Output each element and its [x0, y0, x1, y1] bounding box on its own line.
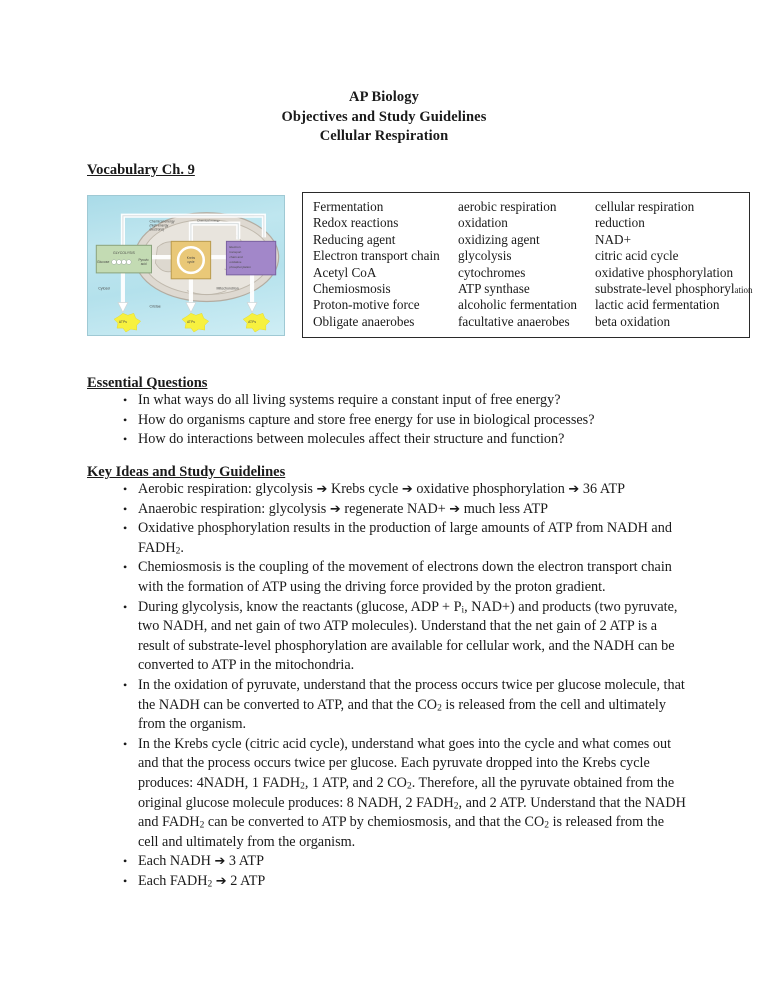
atp-burst — [182, 313, 209, 332]
glycolysis-box — [96, 245, 151, 273]
vocabulary-term: citric acid cycle — [595, 248, 679, 264]
atp-burst — [243, 313, 270, 332]
essential-questions-list — [87, 391, 687, 450]
key-idea-item-each-fadh2: • Each $FADH_2$ ➔ 2 ATP — [87, 872, 687, 892]
key-idea-item-pyruvate-oxidation: • In the oxidation of pyruvate, understand that the process occurs twice per glucose molecule, that the NADH can be converted to ATP, and that the $CO_2$ is released from the cell and ultimately from the organism. — [87, 676, 687, 735]
svg-text:Electron: Electron — [229, 245, 241, 250]
key-idea-item-anaerobic: • Anaerobic respiration: glycolysis ➔ regenerate NAD+ ➔ much less ATP — [87, 500, 687, 520]
vocabulary-term: Fermentation — [313, 199, 384, 214]
vocabulary-term: beta oxidation — [595, 313, 671, 329]
svg-text:oxidative: oxidative — [229, 260, 242, 265]
right-arrow-icon: ➔ — [568, 482, 580, 497]
svg-text:Chemical energy: Chemical energy — [196, 218, 220, 223]
right-arrow-icon: ➔ — [449, 501, 461, 517]
right-arrow-icon: ➔ — [316, 482, 328, 497]
vocabulary-table-body — [313, 199, 753, 330]
key-idea-item-oxidative-phosphorylation: • Oxidative phosphorylation results in the production of large amounts of ATP from NADH and $FADH_2$. — [87, 519, 687, 558]
vocabulary-term: oxidizing agent — [458, 231, 540, 247]
subscript: 2 — [199, 820, 205, 831]
title-line-3: Cellular Respiration — [319, 128, 449, 144]
subscript: 2 — [175, 546, 181, 557]
right-arrow-icon: ➔ — [214, 854, 226, 870]
vocabulary-term: alcoholic fermentation — [458, 297, 578, 313]
essential-question-item: • How do interactions between molecules affect their structure and function? — [87, 430, 687, 450]
subscript: 2 — [207, 879, 213, 890]
svg-text:(high-energy: (high-energy — [149, 223, 169, 228]
svg-text:Chemical energy: Chemical energy — [149, 219, 175, 224]
title-line-1: AP Biology — [349, 89, 419, 105]
right-arrow-icon: ➔ — [215, 873, 227, 889]
vocabulary-term: Reducing agent — [313, 231, 396, 247]
svg-text:Cristae: Cristae — [149, 304, 161, 309]
right-arrow-icon: ➔ — [401, 482, 413, 497]
vocabulary-row — [313, 265, 747, 281]
vocabulary-row — [313, 199, 747, 215]
vocabulary-term: cellular respiration — [595, 199, 695, 214]
key-ideas-heading: Key Ideas and Study Guidelines — [87, 464, 286, 480]
svg-text:cycle: cycle — [187, 260, 195, 265]
subscript: 2 — [544, 820, 550, 831]
svg-text:acid: acid — [140, 262, 147, 267]
vocabulary-row — [313, 248, 747, 264]
vocabulary-term: Obligate anaerobes — [313, 313, 415, 329]
vocabulary-term: Redox reactions — [313, 215, 399, 231]
svg-text:phosphorylation: phosphorylation — [229, 264, 251, 269]
key-idea-item-aerobic: • Aerobic respiration: glycolysis ➔ Krebs cycle ➔ oxidative phosphorylation ➔ 36 ATP — [87, 480, 687, 500]
vocabulary-term: reduction — [595, 215, 645, 231]
svg-text:ATPs: ATPs — [248, 320, 257, 325]
svg-text:chain and: chain and — [229, 255, 243, 260]
vocabulary-term: oxidative phosphorylation — [595, 264, 734, 280]
essential-question-item: • In what ways do all living systems require a constant input of free energy? — [87, 391, 687, 411]
vocabulary-term-overflow: ation — [734, 284, 753, 295]
essential-questions-heading: Essential Questions — [87, 375, 208, 391]
svg-text:electrons): electrons) — [149, 227, 165, 232]
svg-text:Cytosol: Cytosol — [98, 286, 111, 291]
vocabulary-row — [313, 232, 747, 248]
document-title — [0, 88, 768, 147]
vocabulary-term: oxidation — [458, 215, 508, 231]
vocabulary-term: glycolysis — [458, 248, 512, 264]
key-idea-item-chemiosmosis: • Chemiosmosis is the coupling of the movement of electrons down the electron transport chain with the formation of ATP using the driving force provided by the proton gradient. — [87, 558, 687, 597]
vocabulary-term: aerobic respiration — [458, 199, 557, 214]
key-ideas-list — [87, 480, 687, 891]
vocabulary-row — [313, 314, 747, 330]
subscript: 2 — [406, 781, 412, 792]
vocabulary-term: Chemiosmosis — [313, 280, 391, 296]
svg-text:Krebs: Krebs — [186, 256, 196, 261]
svg-text:Mitochondrion: Mitochondrion — [216, 286, 239, 291]
vocabulary-heading: Vocabulary Ch. 9 — [87, 162, 195, 178]
svg-text:GLYCOLYSIS: GLYCOLYSIS — [112, 251, 135, 256]
electron-transport-chain-box — [226, 241, 275, 275]
subscript: 2 — [453, 801, 459, 812]
svg-text:ATPs: ATPs — [118, 320, 127, 325]
atp-yield-bursts — [114, 313, 270, 332]
vocabulary-term: Electron transport chain — [313, 248, 440, 264]
vocabulary-term: NAD+ — [595, 231, 632, 247]
svg-text:Pyruvic: Pyruvic — [138, 258, 149, 263]
flow-arrowheads — [118, 302, 257, 312]
vocabulary-term: cytochromes — [458, 264, 526, 280]
svg-text:transport: transport — [229, 250, 242, 255]
vocabulary-row — [313, 280, 753, 297]
cellular-respiration-diagram — [87, 195, 285, 336]
key-idea-item-each-nadh: • Each NADH ➔ 3 ATP — [87, 852, 687, 872]
key-idea-item-glycolysis: • During glycolysis, know the reactants (glucose, ADP + $P_i$, NAD+) and products (two pyruvate, two NADH, and net gain of two ATP molecules). Understand that the net gain of 2 ATP is a result of substrate-level phosphorylation are available for cellular work, and the NADH can be converted to ATP in the mitochondria. — [87, 598, 687, 676]
vocabulary-term: ATP synthase — [458, 280, 530, 296]
essential-question-item: • How do organisms capture and store free energy for use in biological processes? — [87, 411, 687, 431]
vocabulary-term: substrate-level phosphorylation — [595, 280, 753, 296]
svg-text:ATPs: ATPs — [186, 320, 195, 325]
vocabulary-row — [313, 297, 747, 313]
subscript: 2 — [300, 781, 305, 792]
atp-burst — [114, 313, 141, 332]
subscript: i — [461, 605, 465, 616]
svg-text:Glucose: Glucose — [97, 260, 110, 265]
subscript: 2 — [437, 703, 442, 714]
diagram-svg — [88, 196, 284, 335]
title-line-2: Objectives and Study Guidelines — [281, 108, 487, 125]
key-idea-item-krebs-cycle: • In the Krebs cycle (citric acid cycle), understand what goes into the cycle and what comes out and that the process occurs twice per glucose. Each pyruvate dropped into the Krebs cycle produces: 4NADH, 1 $FADH_2$, 1 ATP, and 2 $CO_2$. Therefore, all the pyruvate obtained from the original glucose molecule produces: 8 NADH, 2 $FADH_2$, and 2 ATP. Understand that the NADH and $FADH_2$ can be converted to ATP by chemiosmosis, and that the $CO_2$ is released from the cell and ultimately from the organism. — [87, 735, 687, 853]
vocabulary-term: Acetyl CoA — [313, 264, 377, 280]
vocabulary-term: Proton-motive force — [313, 297, 420, 313]
vocabulary-term: lactic acid fermentation — [595, 297, 720, 313]
vocabulary-row — [313, 215, 747, 231]
krebs-cycle-box — [171, 241, 210, 278]
vocabulary-table — [302, 192, 753, 338]
right-arrow-icon: ➔ — [329, 501, 341, 517]
vocabulary-term: facultative anaerobes — [458, 313, 570, 329]
